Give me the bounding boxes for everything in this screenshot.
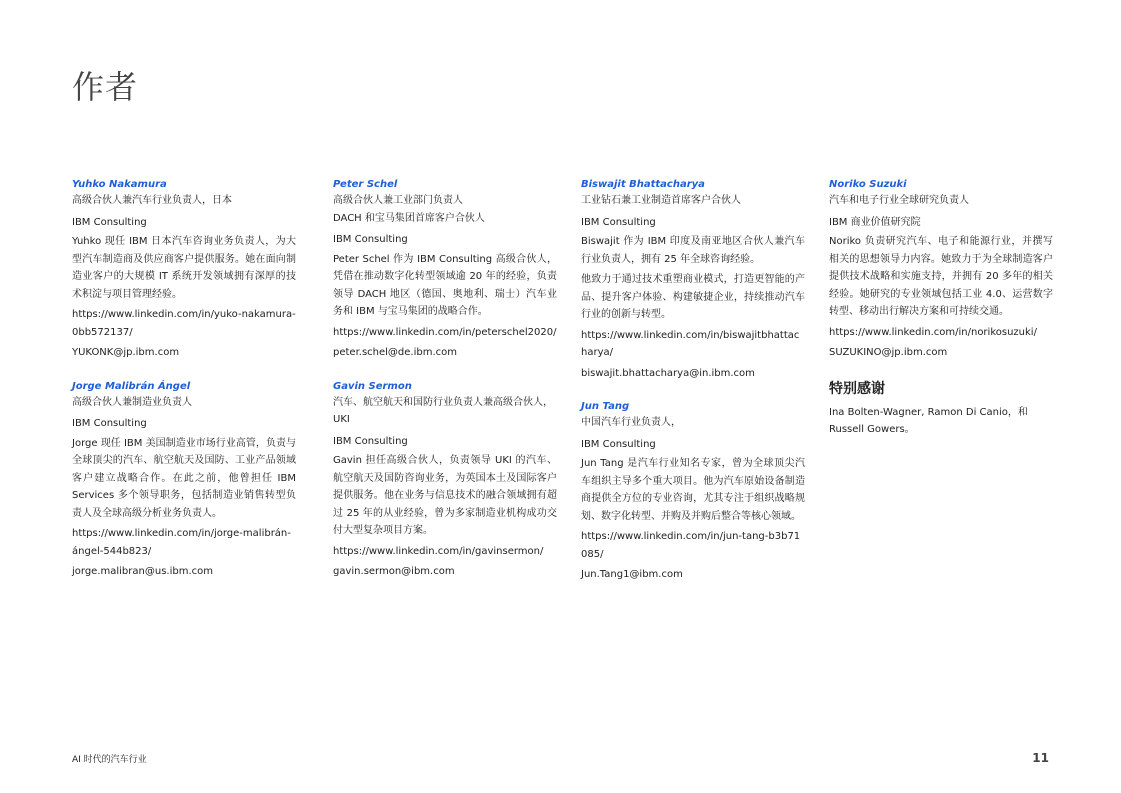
author-linkedin-link[interactable]: https://www.linkedin.com/in/norikosuzuki/ (829, 326, 1037, 338)
author-card (72, 380, 296, 581)
author-bio: Noriko 负责研究汽车、电子和能源行业，并撰写相关的思想领导力内容。她致力于为全球制造客户提供技术战略和实施支持，并拥有 20 多年的相关经验。她研究的专业领域包括工业 4.0、运营数字转型、移动出行解决方案和可持续交通。 (829, 236, 1053, 317)
author-linkedin-link[interactable]: https://www.linkedin.com/in/jun-tang-b3b71085/ (581, 531, 801, 560)
author-linkedin-link[interactable]: https://www.linkedin.com/in/biswajitbhattacharya/ (581, 329, 800, 358)
author-role-secondary: DACH 和宝马集团首席客户合伙人 (333, 212, 485, 224)
author-bio: Jorge 现任 IBM 美国制造业市场行业高管，负责与全球顶尖的汽车、航空航天及国防、工业产品领域客户建立战略合作。在此之前，他曾担任 IBM Services 多个领导职务，包括制造业销售转型负责人及全球高级分析业务负责人。 (72, 437, 296, 519)
author-org: IBM Consulting (581, 438, 656, 450)
author-card (581, 178, 805, 382)
author-role: 工业钻石兼工业制造首席客户合伙人 (581, 195, 741, 206)
author-column-3 (581, 178, 805, 602)
author-email-link[interactable]: biswajit.bhattacharya@in.ibm.com (581, 367, 755, 379)
author-linkedin-link[interactable]: https://www.linkedin.com/in/jorge-malibrán-ángel-544b823/ (72, 528, 291, 557)
author-email-link[interactable]: peter.schel@de.ibm.com (333, 347, 458, 358)
author-name: Biswajit Bhattacharya (581, 179, 705, 190)
author-org: IBM Consulting (72, 216, 147, 228)
author-org: IBM Consulting (72, 418, 147, 429)
author-org: IBM Consulting (581, 216, 656, 228)
author-column-2 (333, 178, 557, 599)
author-email-link[interactable]: jorge.malibran@us.ibm.com (72, 566, 213, 577)
author-card (333, 380, 557, 581)
author-column-1 (72, 178, 296, 599)
author-name: Peter Schel (333, 179, 398, 190)
author-name: Yuhko Nakamura (72, 179, 167, 190)
author-email-link[interactable]: SUZUKINO@jp.ibm.com (829, 347, 948, 358)
author-email-link[interactable]: Jun.Tang1@ibm.com (581, 569, 683, 580)
author-bio: Gavin 担任高级合伙人，负责领导 UKI 的汽车、航空航天及国防咨询业务，为英国本土及国际客户提供服务。他在业务与信息技术的融合领域拥有超过 25 年的从业经验，曾为多家制造业机构成功交付大型复杂项目方案。 (333, 455, 557, 536)
author-name: Noriko Suzuki (829, 179, 907, 190)
author-org: IBM Consulting (333, 234, 408, 245)
author-card (333, 178, 557, 362)
author-linkedin-link[interactable]: https://www.linkedin.com/in/peterschel2020/ (333, 326, 557, 338)
author-linkedin-link[interactable]: https://www.linkedin.com/in/gavinsermon/ (333, 545, 544, 557)
author-card (829, 178, 1053, 362)
thanks-section (829, 380, 1053, 439)
author-card (581, 400, 805, 584)
author-bio-continued: 他致力于通过技术重塑商业模式，打造更智能的产品、提升客户体验、构建敏捷企业，持续推动汽车行业的创新与转型。 (581, 274, 805, 320)
author-role: 高级合伙人兼汽车行业负责人，日本 (72, 195, 232, 206)
author-role: 高级合伙人兼工业部门负责人 (333, 195, 463, 206)
author-name: Gavin Sermon (333, 380, 412, 392)
author-role: 中国汽车行业负责人， (581, 417, 681, 428)
thanks-heading: 特别感谢 (829, 380, 885, 397)
author-role: 汽车、航空航天和国防行业负责人兼高级合伙人，UKI (333, 396, 553, 425)
author-bio: Jun Tang 是汽车行业知名专家，曾为全球顶尖汽车组织主导多个重大项目。他为汽车原始设备制造商提供全方位的专业咨询，尤其专注于组织战略规划、数字化转型、并购及并购后整合等核心领域。 (581, 458, 805, 522)
thanks-text: Ina Bolten-Wagner, Ramon Di Canio，和 Russell Gowers。 (829, 406, 1028, 435)
footer-title: AI 时代的汽车行业 (72, 755, 147, 765)
author-email-link[interactable]: gavin.sermon@ibm.com (333, 566, 455, 577)
author-card (72, 178, 296, 362)
author-org: IBM Consulting (333, 435, 408, 447)
page-title: 作者 (72, 68, 139, 106)
author-linkedin-link[interactable]: https://www.linkedin.com/in/yuko-nakamura-0bb572137/ (72, 309, 296, 338)
author-bio: Yuhko 现任 IBM 日本汽车咨询业务负责人，为大型汽车制造商及供应商客户提供服务。她在面向制造业客户的大规模 IT 系统开发领域拥有深厚的技术积淀与项目管理经验。 (72, 236, 296, 300)
author-bio: Biswajit 作为 IBM 印度及南亚地区合伙人兼汽车行业负责人，拥有 25 年全球咨询经验。 (581, 236, 805, 265)
author-role: 高级合伙人兼制造业负责人 (72, 396, 192, 408)
author-column-4 (829, 178, 1053, 439)
author-name: Jorge Malibrán Ángel (72, 380, 191, 392)
author-org: IBM 商业价值研究院 (829, 216, 921, 228)
author-email-link[interactable]: YUKONK@jp.ibm.com (72, 347, 180, 358)
author-role: 汽车和电子行业全球研究负责人 (829, 195, 969, 206)
page-number: 11 (1032, 751, 1049, 765)
author-name: Jun Tang (581, 401, 630, 412)
author-bio: Peter Schel 作为 IBM Consulting 高级合伙人，凭借在推动数字化转型领域逾 20 年的经验，负责领导 DACH 地区（德国、奥地利、瑞士）汽车业务和 IBM 与宝马集团的战略合作。 (333, 253, 557, 317)
